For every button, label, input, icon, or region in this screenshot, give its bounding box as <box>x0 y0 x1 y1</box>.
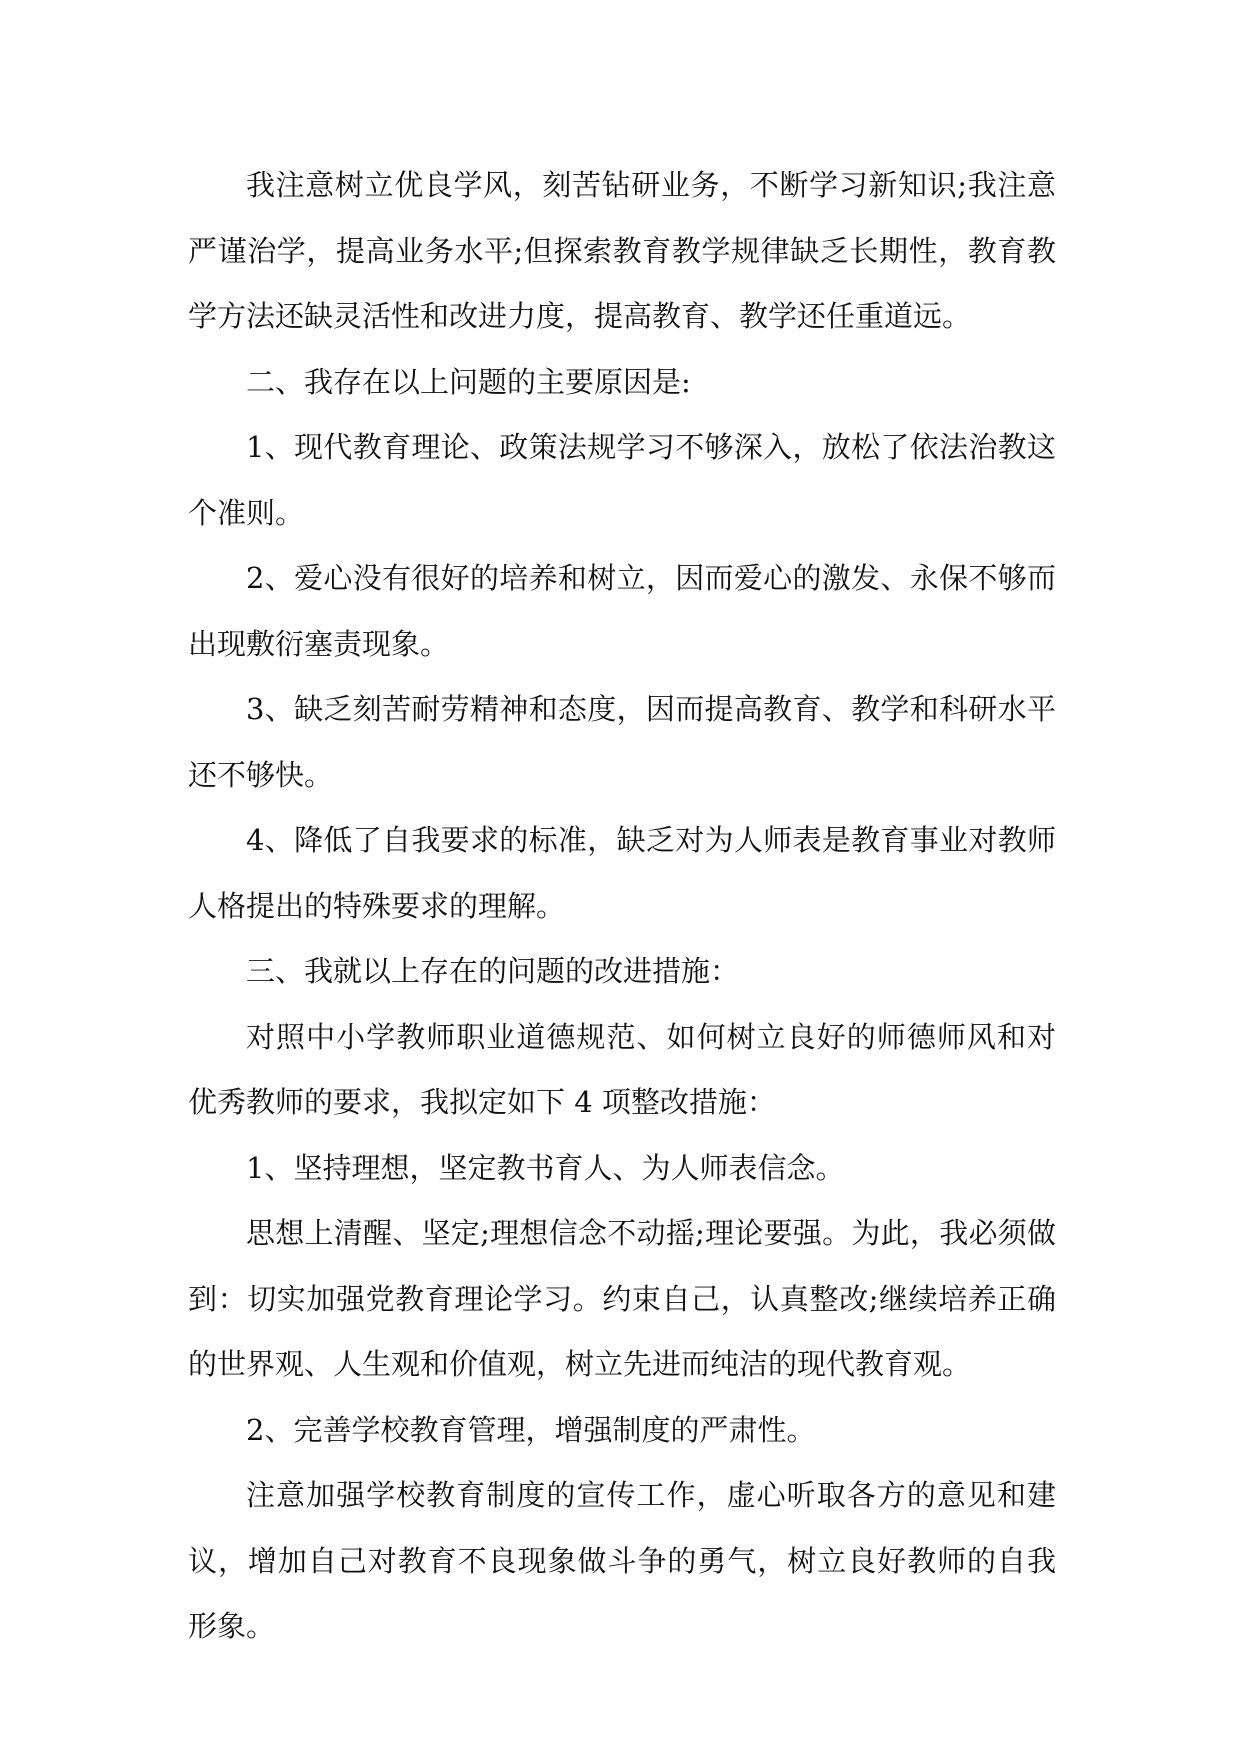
paragraph-cause-4: 4、降低了自我要求的标准，缺乏对为人师表是教育事业对教师人格提出的特殊要求的理解。 <box>188 823 1056 923</box>
heading-main-causes: 二、我存在以上问题的主要原因是: <box>246 364 691 399</box>
paragraph-measure-2: 2、完善学校教育管理，增强制度的严肃性。 <box>246 1412 816 1447</box>
paragraph-cause-2: 2、爱心没有很好的培养和树立，因而爱心的激发、永保不够而出现敷衍塞责现象。 <box>188 561 1056 661</box>
paragraph-measure-2-detail: 注意加强学校教育制度的宣传工作，虚心听取各方的意见和建议，增加自己对教育不良现象做斗争的勇气，树立良好教师的自我形象。 <box>188 1478 1056 1643</box>
heading-improvement-measures: 三、我就以上存在的问题的改进措施： <box>246 954 740 988</box>
paragraph-study-habits: 我注意树立优良学风，刻苦钻研业务，不断学习新知识;我注意严谨治学，提高业务水平;但探索教育教学规律缺乏长期性，教育教学方法还缺灵活性和改进力度，提高教育、教学还任重道远。 <box>188 168 1056 333</box>
paragraph-cause-1: 1、现代教育理论、政策法规学习不够深入，放松了依法治教这个准则。 <box>188 430 1056 530</box>
document-body <box>188 153 1056 1660</box>
paragraph-measure-1: 1、坚持理想，坚定教书育人、为人师表信念。 <box>246 1150 845 1185</box>
paragraph-measures-intro: 对照中小学教师职业道德规范、如何树立良好的师德师风和对优秀教师的要求，我拟定如下 4 项整改措施： <box>188 1019 1056 1119</box>
paragraph-measure-1-detail: 思想上清醒、坚定;理想信念不动摇;理论要强。为此，我必须做到：切实加强党教育理论学习。约束自己，认真整改;继续培养正确的世界观、人生观和价值观，树立先进而纯洁的现代教育观。 <box>188 1216 1056 1381</box>
paragraph-cause-3: 3、缺乏刻苦耐劳精神和态度，因而提高教育、教学和科研水平还不够快。 <box>188 692 1056 792</box>
